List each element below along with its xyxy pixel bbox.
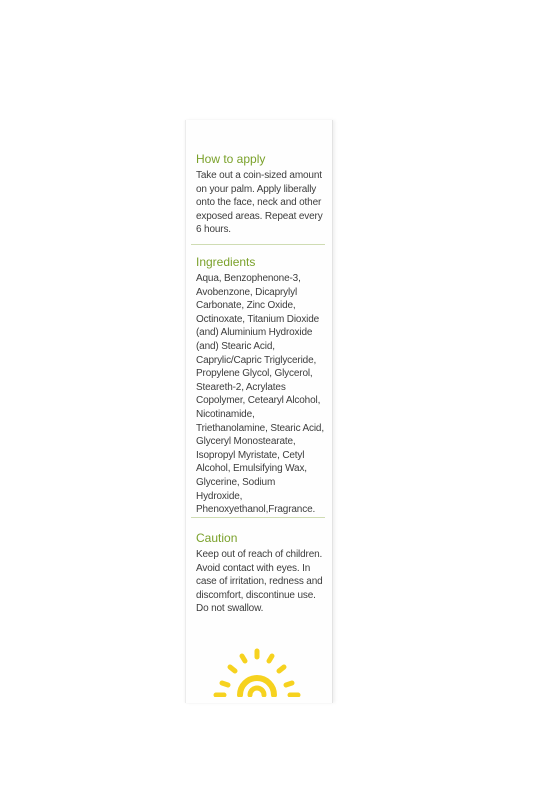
caution-text: Keep out of reach of children. Avoid contact with eyes. In case of irritation, redness and discomfort, discontinue use. Do not swallow. [196,549,323,615]
caution-heading: Caution [196,531,238,545]
product-box-side-panel [185,120,333,703]
sun-icon [212,647,302,697]
divider [191,244,325,245]
how-to-apply-section [196,152,324,237]
ingredients-text: Aqua, Benzophenone-3, Avobenzone, Dicaprylyl Carbonate, Zinc Oxide, Octinoxate, Titanium Dioxide (and) Aluminium Hydroxide (and) Stearic Acid, Caprylic/Capric Triglyceride, Propylene Glycol, Glycerol, Steareth-2, Acrylates Copolymer, Cetearyl Alcohol, Nicotinamide, Triethanolamine, Stearic Acid, Glyceryl Monostearate, Isopropyl Myristate, Cetyl Alcohol, Emulsifying Wax, Glycerine, Sodium Hydroxide, Phenoxyethanol,Fragrance. [196,273,324,516]
how-to-apply-text: Take out a coin-sized amount on your palm. Apply liberally onto the face, neck and other exposed areas. Repeat every 6 hours. [196,170,323,236]
how-to-apply-heading: How to apply [196,152,266,166]
ingredients-section [196,255,324,517]
caution-section [196,531,324,616]
ingredients-heading: Ingredients [196,255,256,269]
divider [191,517,325,518]
